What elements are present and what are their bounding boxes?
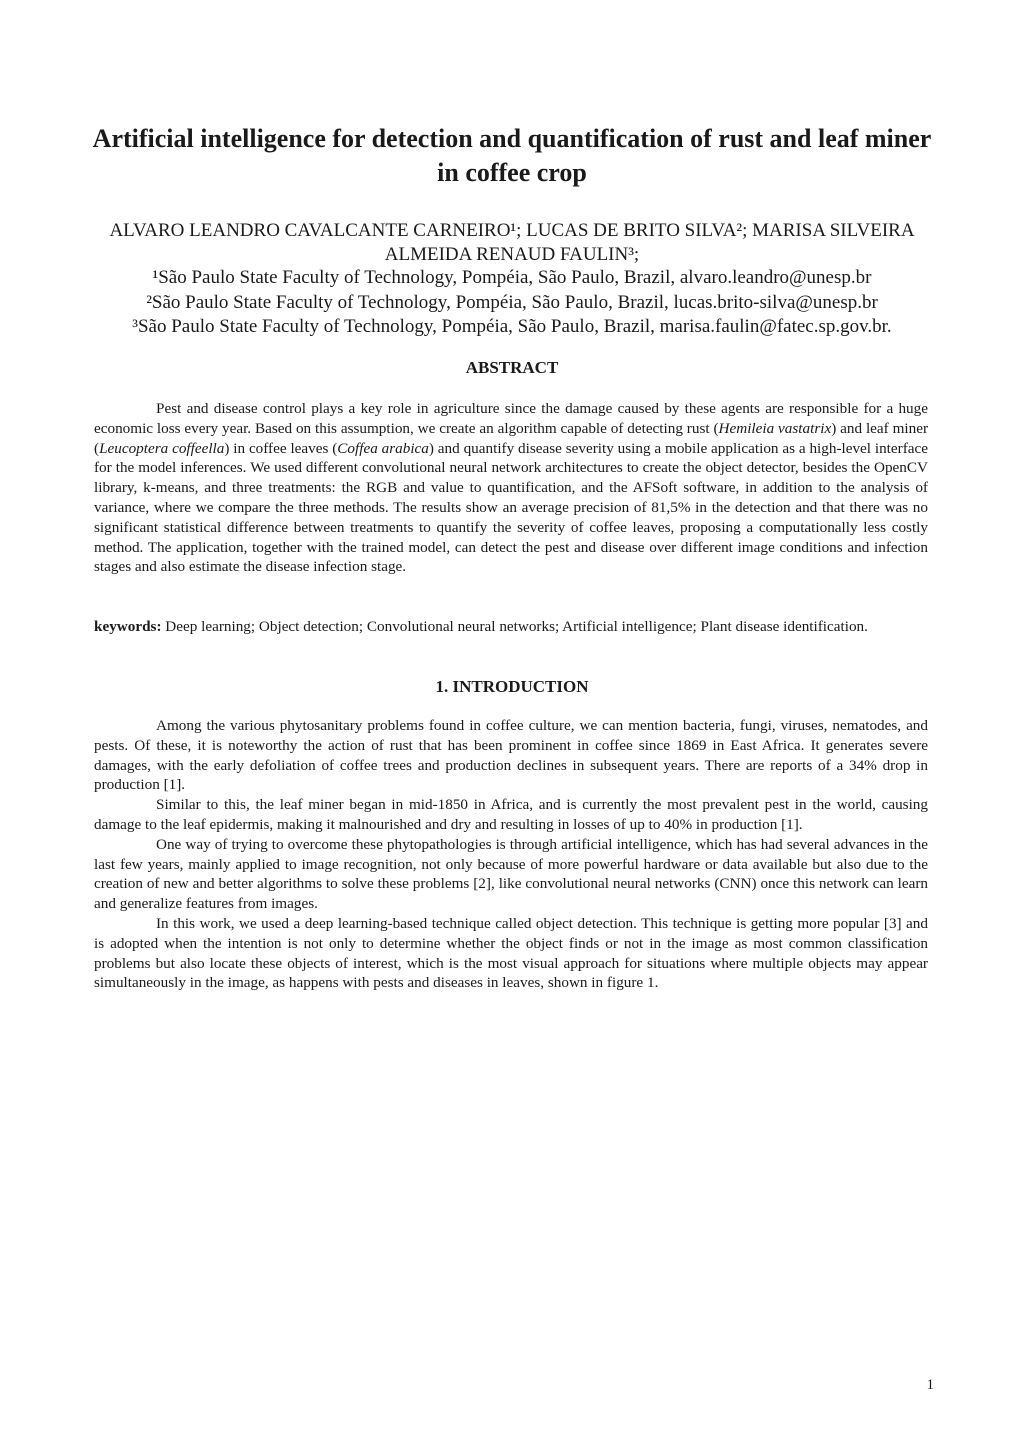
affiliation-3: ³São Paulo State Faculty of Technology, Pompéia, São Paulo, Brazil, marisa.faulin@fatec.sp.gov.br.: [132, 316, 892, 337]
abstract-italic-2: Leucoptera coffeella: [99, 439, 225, 457]
abstract-text-3: ) in coffee leaves (: [224, 439, 338, 457]
intro-paragraph-2: Similar to this, the leaf miner began in mid-1850 in Africa, and is currently the most prevalent pest in the world, causing damage to the leaf epidermis, making it malnourished and dry and resulting in losses of up to 40% in production [1].: [94, 796, 928, 833]
intro-paragraph-1: Among the various phytosanitary problems found in coffee culture, we can mention bacteria, fungi, viruses, nematodes, and pests. Of these, it is noteworthy the action of rust that has been prominent in coffee since 1869 in East Africa. It generates severe damages, with the early defoliation of coffee trees and production declines in subsequent years. There are reports of a 34% drop in production [1].: [94, 717, 928, 794]
page-number: 1: [926, 1377, 934, 1393]
abstract-text-1: Pest and disease control plays a key role in agriculture since the damage caused by these agents are responsible for a huge economic loss every year. Based on this assumption, we create an algorithm capable of detecting rust (: [94, 400, 928, 437]
paper-title: Artificial intelligence for detection and quantification of rust and leaf miner in coffee crop: [92, 124, 932, 187]
affiliation-list: [90, 266, 934, 340]
abstract-body: [94, 399, 928, 577]
intro-paragraph-4: In this work, we used a deep learning-based technique called object detection. This technique is getting more popular [3] and is adopted when the intention is not only to determine whether the object finds or not in the image as most common classification problems but also locate these objects of interest, which is the most visual approach for situations where multiple objects may appear simultaneously in the image, as happens with pests and diseases in leaves, shown in figure 1.: [94, 914, 928, 992]
affiliation-2: ²São Paulo State Faculty of Technology, Pompéia, São Paulo, Brazil, lucas.brito-silva@unesp.br: [146, 291, 878, 313]
author-list: ALVARO LEANDRO CAVALCANTE CARNEIRO¹; LUCAS DE BRITO SILVA²; MARISA SILVEIRA ALMEIDA RENAUD FAULIN³;: [109, 220, 915, 265]
introduction-body: [94, 716, 928, 993]
introduction-heading: 1. INTRODUCTION: [435, 677, 589, 696]
intro-paragraph-3: One way of trying to overcome these phytopathologies is through artificial intelligence, which has had several advances in the last few years, mainly applied to image recognition, not only because of more powerful hardware or data available but also due to the creation of new and better algorithms to solve these problems [2], like convolutional neural networks (CNN) once this network can learn and generalize features from images.: [94, 835, 928, 913]
abstract-italic-1: Hemileia vastatrix: [718, 419, 832, 437]
abstract-heading: ABSTRACT: [465, 358, 559, 377]
abstract-text-2: ) and leaf miner (: [94, 419, 929, 457]
abstract-italic-3: Coffea arabica: [337, 439, 429, 457]
keywords-text: Deep learning; Object detection; Convolutional neural networks; Artificial intelligence; Plant disease identification.: [161, 618, 868, 635]
abstract-paragraph: [94, 399, 928, 577]
affiliation-1: ¹São Paulo State Faculty of Technology, Pompéia, São Paulo, Brazil, alvaro.leandro@unesp.br: [152, 267, 872, 288]
keywords-block: [94, 617, 928, 637]
keywords-label: keywords:: [94, 618, 162, 635]
abstract-text-4: ) and quantify disease severity using a mobile application as a high-level interface for the model inferences. We used different convolutional neural network architectures to create the object detector, besides the OpenCV library, k-means, and three treatments: the RGB and value to quantification, and the AFSoft software, in addition to the analysis of variance, where we compare the three methods. The results show an average precision of 81,5% in the detection and that there was no significant statistical difference between treatments to quantify the severity of coffee leaves, proposing a computationally less costly method. The application, together with the trained model, can detect the pest and disease over different image conditions and infection stages and also estimate the disease infection stage.: [94, 439, 928, 576]
